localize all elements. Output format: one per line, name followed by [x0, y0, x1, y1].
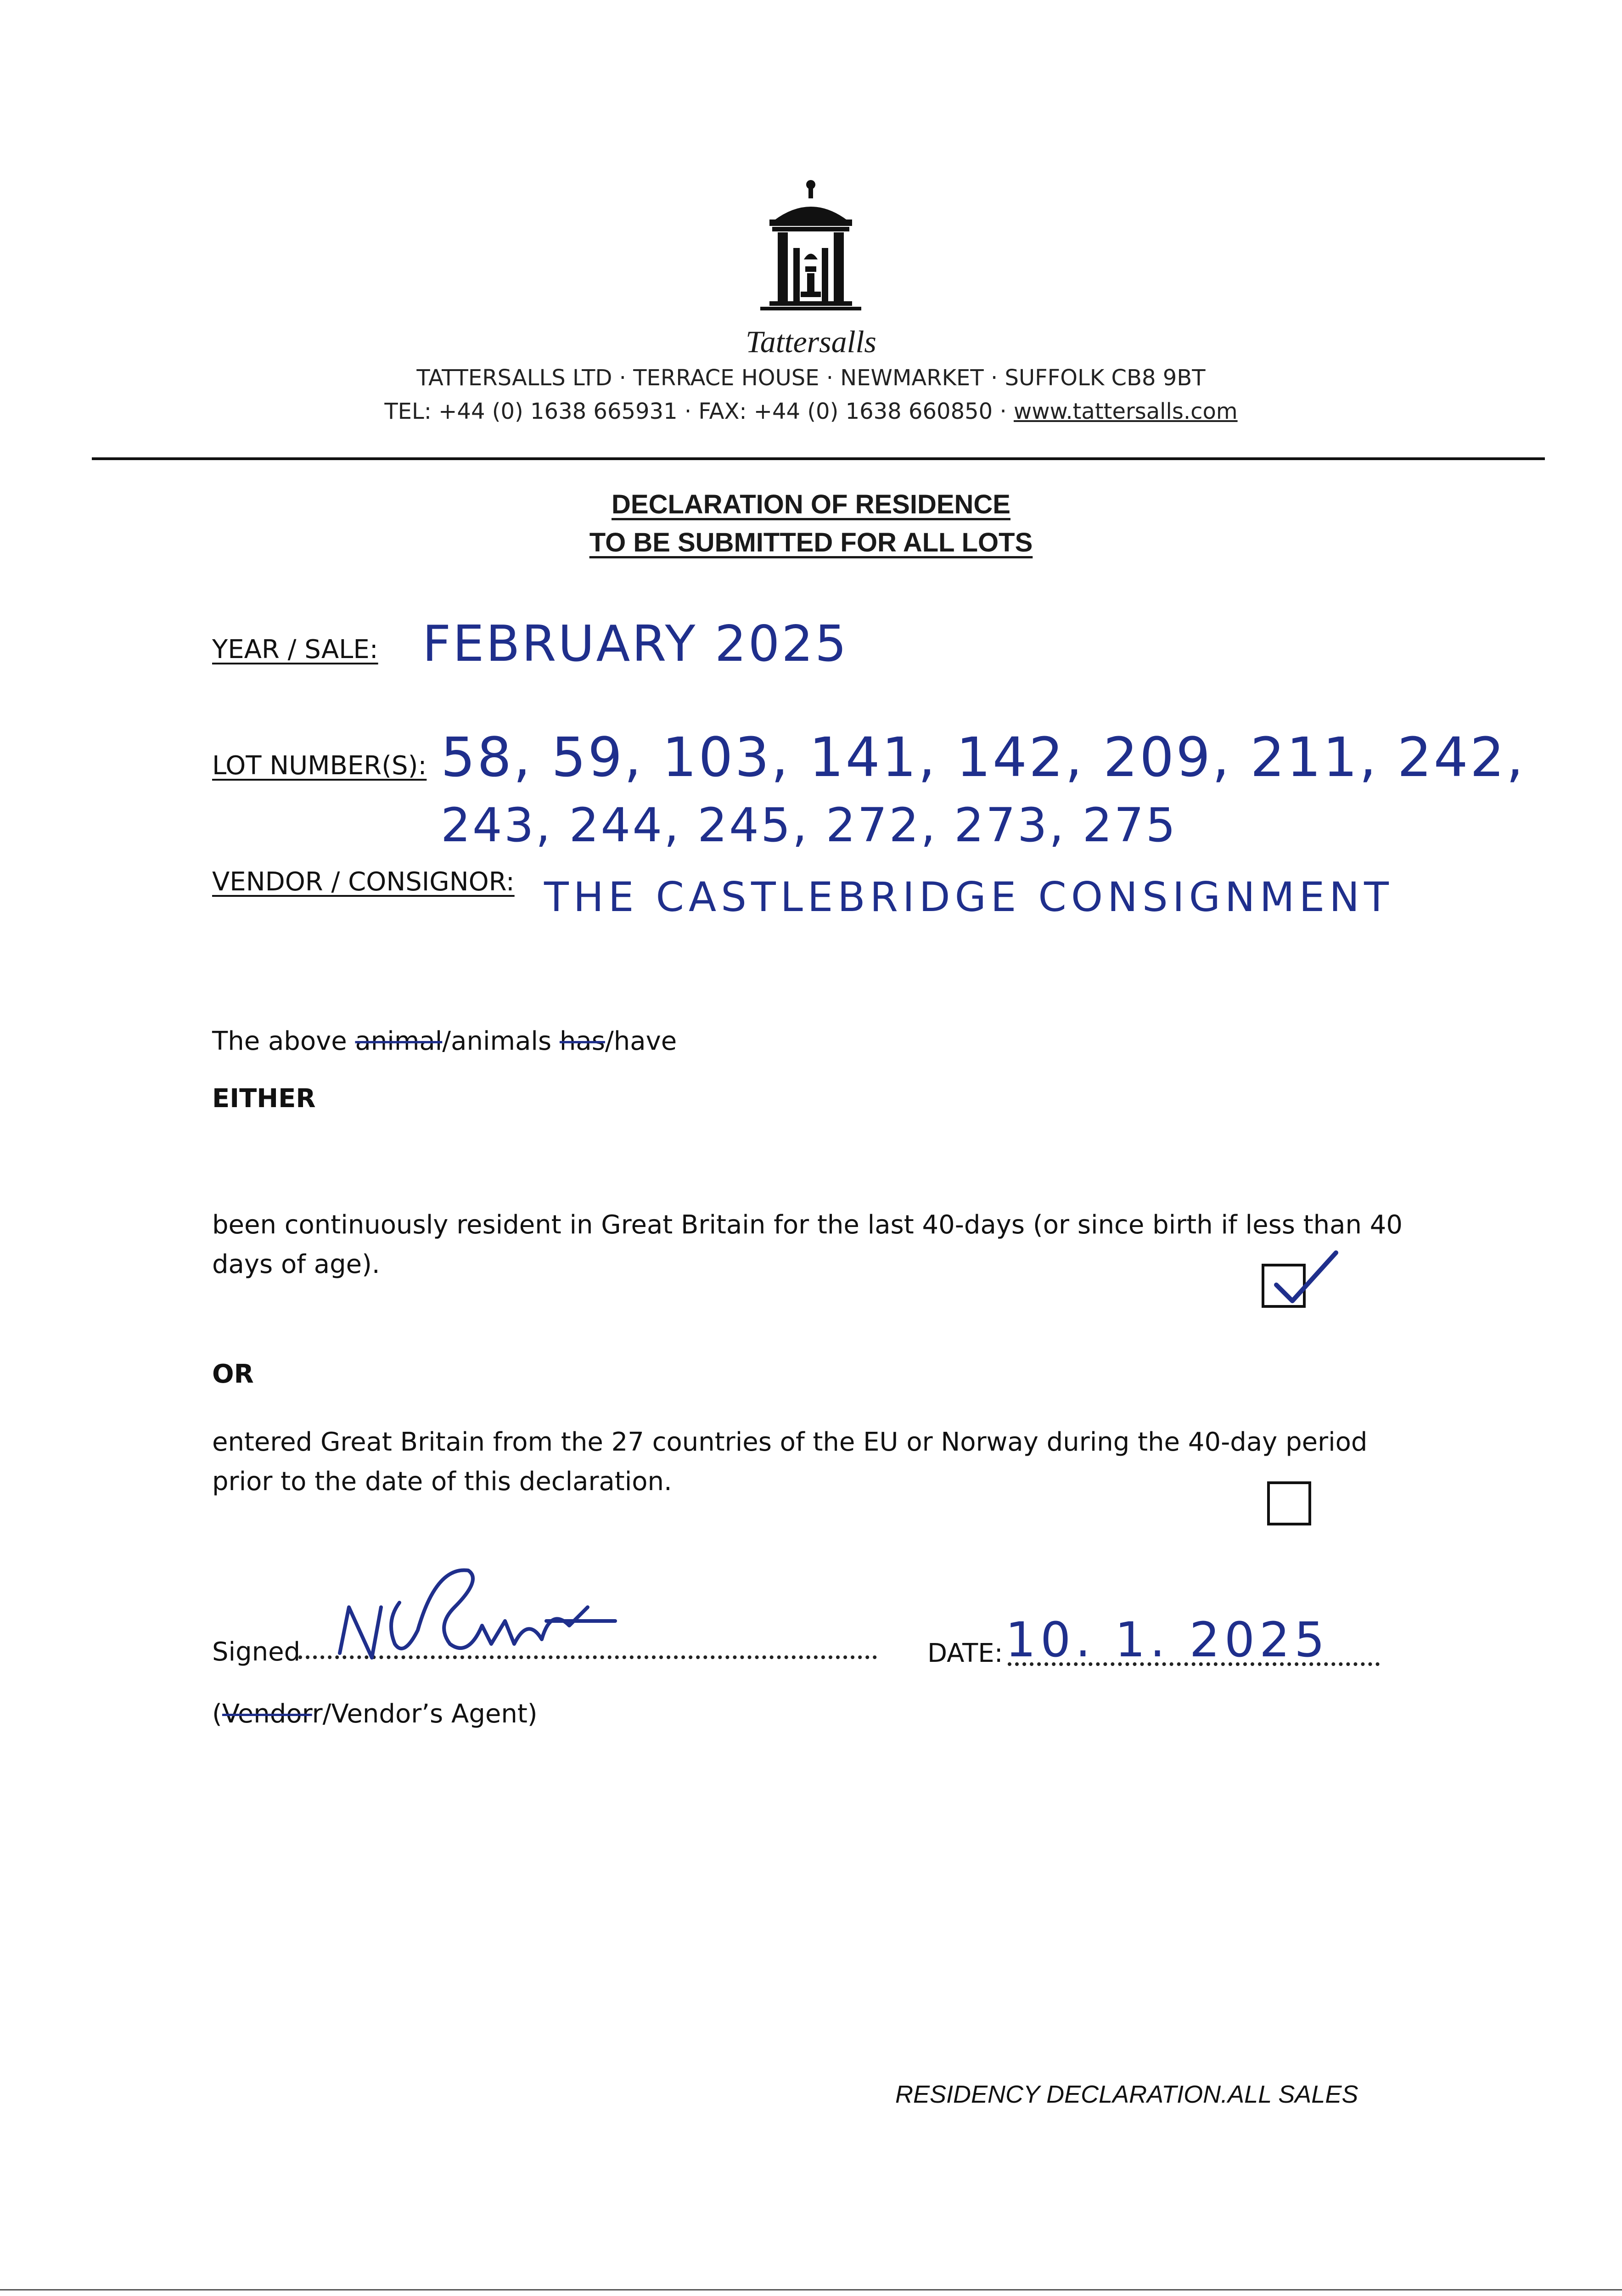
- option-2-text: entered Great Britain from the 27 countries of the EU or Norway during the 40-day period prior to the date of this declaration.: [212, 1427, 1368, 1497]
- tattersalls-logo-icon: [742, 179, 880, 326]
- brand-name: Tattersalls: [746, 324, 876, 359]
- either-heading: EITHER: [212, 1084, 316, 1114]
- header-divider: [92, 457, 1545, 460]
- option-2-checkbox[interactable]: [1267, 1481, 1311, 1525]
- option-1-text: been continuously resident in Great Britain for the last 40-days (or since birth if less than 40 days of age).: [212, 1210, 1403, 1279]
- vendor-value: THE CASTLEBRIDGE CONSIGNMENT: [544, 873, 1393, 921]
- address-line: TATTERSALLS LTD · TERRACE HOUSE · NEWMARKET · SUFFOLK CB8 9BT: [416, 365, 1206, 391]
- lot-numbers-line-1: 58, 59, 103, 141, 142, 209, 211, 242,: [441, 726, 1526, 789]
- vendor-label: VENDOR / CONSIGNOR:: [212, 867, 515, 897]
- page-title: DECLARATION OF RESIDENCE: [612, 490, 1010, 519]
- website-link[interactable]: www.tattersalls.com: [1013, 399, 1238, 424]
- statement-middle: /animals: [442, 1026, 560, 1056]
- date-label: DATE:: [927, 1638, 1003, 1668]
- lot-numbers-line-2: 243, 244, 245, 272, 273, 275: [441, 798, 1178, 853]
- page-bottom-edge: [0, 2289, 1622, 2290]
- signed-label: Signed: [212, 1637, 301, 1667]
- agent-rest: r/Vendor’s Agent): [312, 1699, 538, 1729]
- checkmark-icon: [1267, 1248, 1341, 1312]
- struck-has: has: [559, 1026, 605, 1056]
- agent-open: (: [212, 1699, 222, 1729]
- handwritten-signature-icon: [331, 1552, 624, 1681]
- footer-reference: RESIDENCY DECLARATION.ALL SALES: [895, 2081, 1358, 2108]
- statement-intro: [212, 1026, 677, 1056]
- or-heading: OR: [212, 1359, 254, 1389]
- statement-suffix: /have: [605, 1026, 677, 1056]
- lot-numbers-label: LOT NUMBER(S):: [212, 751, 427, 781]
- contact-line: [0, 399, 1622, 424]
- date-value: 10. 1. 2025: [1005, 1612, 1330, 1668]
- signatory-role: [212, 1699, 538, 1729]
- year-sale-value: FEBRUARY 2025: [422, 615, 848, 673]
- struck-animal: animal: [355, 1026, 443, 1056]
- struck-vendor: Vendor: [222, 1699, 312, 1729]
- year-sale-label: YEAR / SALE:: [212, 635, 378, 664]
- page-subtitle: TO BE SUBMITTED FOR ALL LOTS: [589, 528, 1033, 557]
- statement-prefix: The above: [212, 1026, 355, 1056]
- contact-numbers: TEL: +44 (0) 1638 665931 · FAX: +44 (0) 1638 660850 ·: [384, 399, 1014, 424]
